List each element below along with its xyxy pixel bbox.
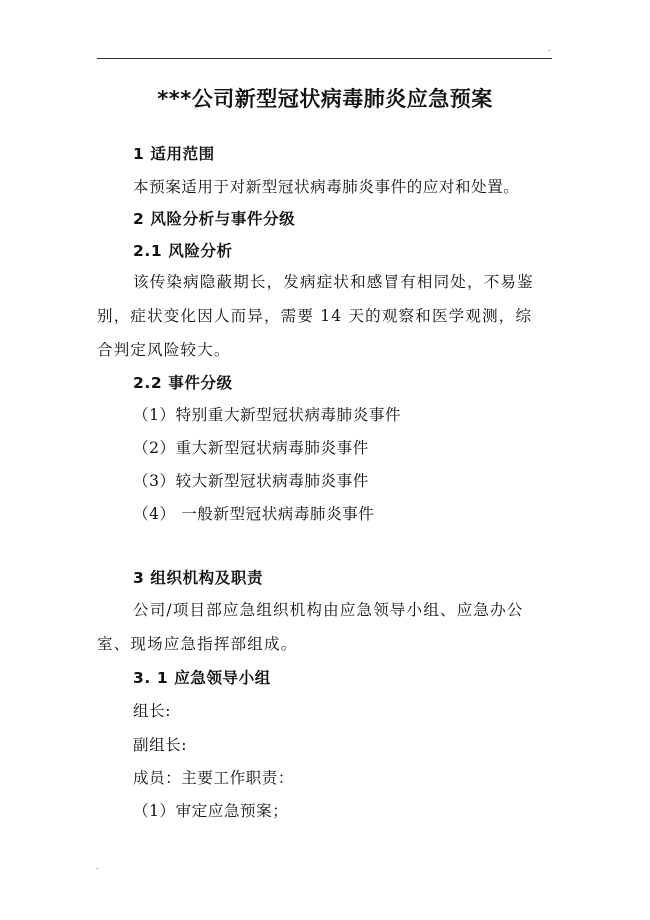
section-3-line: 公司/项目部应急组织机构由应急领导小组、应急办公 bbox=[133, 601, 524, 619]
event-level-item: （1）特别重大新型冠状病毒肺炎事件 bbox=[133, 406, 402, 424]
section-2-1-line: 合判定风险较大。 bbox=[97, 341, 231, 359]
section-2-heading: 2 风险分析与事件分级 bbox=[133, 210, 296, 228]
section-3-heading: 3 组织机构及职责 bbox=[133, 569, 264, 587]
event-level-item: （2）重大新型冠状病毒肺炎事件 bbox=[133, 439, 369, 457]
section-2-1-heading: 2.1 风险分析 bbox=[133, 242, 233, 260]
section-3-line: 室、现场应急指挥部组成。 bbox=[97, 635, 298, 653]
section-3-1-heading: 3. 1 应急领导小组 bbox=[133, 669, 271, 687]
header-mark: . bbox=[548, 44, 551, 53]
leader-label: 组长: bbox=[133, 702, 172, 720]
footer-mark: . bbox=[96, 862, 99, 871]
event-level-item: （3）较大新型冠状病毒肺炎事件 bbox=[133, 472, 369, 490]
members-label: 成员：主要工作职责： bbox=[133, 769, 295, 787]
deputy-label: 副组长: bbox=[133, 736, 188, 754]
event-level-item: （4） 一般新型冠状病毒肺炎事件 bbox=[133, 505, 375, 523]
section-1-heading: 1 适用范围 bbox=[133, 145, 215, 163]
header-rule bbox=[97, 58, 552, 59]
section-2-1-line: 该传染病隐蔽期长，发病症状和感冒有相同处，不易鉴 bbox=[133, 273, 534, 291]
section-2-2-heading: 2.2 事件分级 bbox=[133, 374, 233, 392]
duty-item: （1）审定应急预案； bbox=[133, 802, 289, 820]
section-2-1-line: 别，症状变化因人而异，需要 14 天的观察和医学观测，综 bbox=[97, 307, 533, 325]
document-title: ***公司新型冠状病毒肺炎应急预案 bbox=[157, 87, 493, 111]
section-1-body: 本预案适用于对新型冠状病毒肺炎事件的应对和处置。 bbox=[133, 178, 520, 196]
